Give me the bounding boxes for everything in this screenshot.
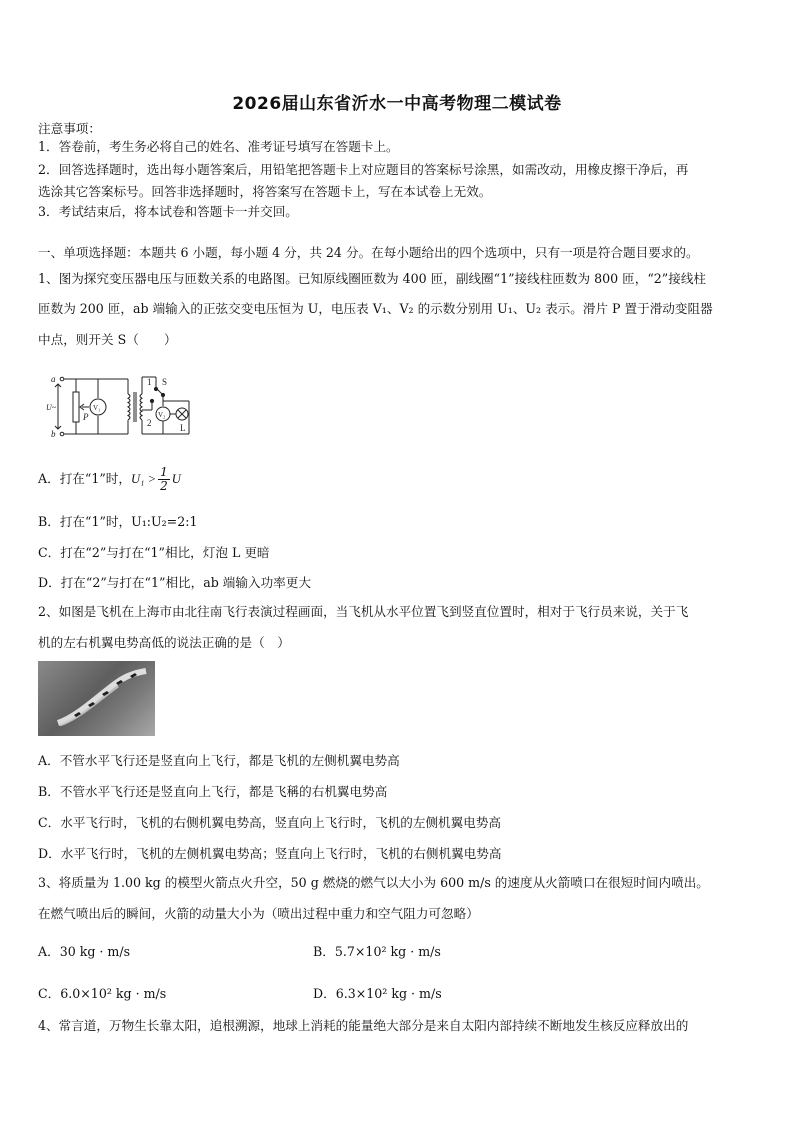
question-3-option-a: A．30 kg · m/s (38, 944, 131, 959)
label-u: U~ (46, 403, 57, 412)
question-1-option-b: B．打在“1”时，U₁:U₂=2:1 (38, 514, 198, 529)
question-3-stem: 在燃气喷出后的瞬间，火箭的动量大小为（喷出过程中重力和空气阻力可忽略） (38, 906, 479, 921)
label-p: P (83, 412, 89, 422)
notice-item: 选涂其它答案标号。回答非选择题时，将答案写在答题卡上，写在本试卷上无效。 (38, 184, 492, 199)
label-a: a (51, 374, 56, 384)
notice-heading: 注意事项： (38, 121, 101, 136)
question-1-stem: 中点，则开关 S（ ） (38, 332, 177, 347)
question-3-option-b: B．5.7×10² kg · m/s (313, 944, 441, 959)
question-2-option-c: C．水平飞行时，飞机的右侧机翼电势高，竖直向上飞行时，飞机的左侧机翼电势高 (38, 815, 502, 830)
question-3-stem: 3、将质量为 1.00 kg 的模型火箭点火升空，50 g 燃烧的燃气以大小为 600 m/s 的速度从火箭喷口在很短时间内喷出。 (38, 875, 709, 890)
notice-item: 3．考试结束后，将本试卷和答题卡一并交回。 (38, 204, 298, 219)
question-2-option-a: A．不管水平飞行还是竖直向上飞行，都是飞机的左侧机翼电势高 (38, 753, 400, 768)
label-2: 2 (147, 418, 152, 428)
question-1-option-c: C．打在“2”与打在“1”相比，灯泡 L 更暗 (38, 545, 270, 560)
question-1-stem: 匝数为 200 匝，ab 端输入的正弦交变电压恒为 U，电压表 V₁、V₂ 的示数分别用 U₁、U₂ 表示。滑片 P 置于滑动变阻器 (38, 301, 713, 316)
label-1: 1 (147, 377, 152, 387)
question-3-option-c: C．6.0×10² kg · m/s (38, 986, 167, 1001)
question-2-stem: 2、如图是飞机在上海市由北往南飞行表演过程画面，当飞机从水平位置飞到竖直位置时，相对于飞行员来说，关于飞 (38, 604, 689, 619)
label-v1: V₁ (93, 404, 101, 412)
label-l: L (180, 423, 186, 433)
fraction: $\frac{1}{2}$ (160, 465, 168, 493)
notice-item: 2．回答选择题时，选出每小题答案后，用铅笔把答题卡上对应题目的答案标号涂黑，如需改动，用橡皮擦干净后，再 (38, 162, 689, 177)
airshow-photo (38, 661, 155, 736)
question-3-option-d: D．6.3×10² kg · m/s (313, 986, 442, 1001)
section-heading: 一、单项选择题：本题共 6 小题，每小题 4 分，共 24 分。在每小题给出的四个选项中，只有一项是符合题目要求的。 (38, 245, 699, 260)
question-2-option-b: B．不管水平飞行还是竖直向上飞行，都是飞稱的右机翼电势高 (38, 784, 388, 799)
question-1-stem: 1、图为探究变压器电压与匝数关系的电路图。已知原线圈匝数为 400 匝，副线圈“1”接线柱匝数为 800 匝，“2”接线柱 (38, 271, 707, 286)
notice-item: 1．答卷前，考生务必将自己的姓名、准考证号填写在答题卡上。 (38, 139, 399, 154)
question-2-option-d: D．水平飞行时，飞机的左侧机翼电势高；竖直向上飞行时，飞机的右侧机翼电势高 (38, 846, 502, 861)
question-2-stem: 机的左右机翼电势高低的说法正确的是（ ） (38, 635, 290, 650)
page-title: 2026届山东省沂水一中高考物理二模试卷 (232, 94, 562, 114)
question-1-option-d: D．打在“2”与打在“1”相比，ab 端输入功率更大 (38, 575, 311, 590)
question-1-option-a: A．打在“1”时，U₁ > $\frac{1}{2}$ U (38, 465, 181, 493)
label-s: S (162, 377, 168, 387)
label-b: b (51, 429, 56, 439)
transformer-circuit-diagram (46, 372, 196, 442)
question-4-stem: 4、常言道，万物生长靠太阳，追根溯源，地球上消耗的能量绝大部分是来自太阳内部持续不断地发生核反应释放出的 (38, 1018, 689, 1033)
label-v2: V₂ (158, 411, 166, 419)
